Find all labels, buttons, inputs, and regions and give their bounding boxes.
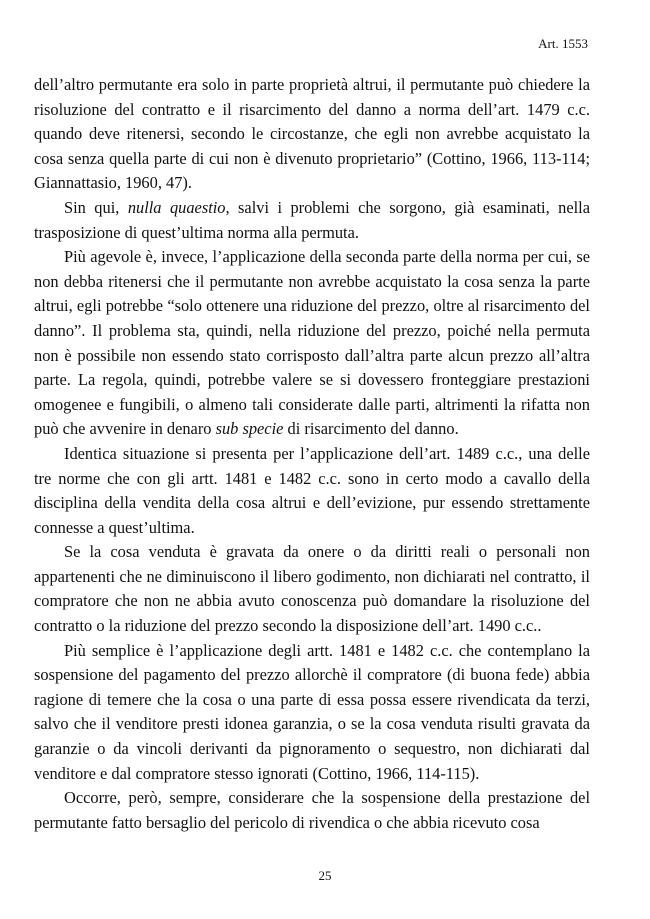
paragraph-text: dell’altro permutante era solo in parte proprietà altrui, il permutante può chiedere la risoluzione del contratto e il risarcimento del danno a norma dell’art. 1479 c.c. quando deve ritenersi, secondo le circostanze, che egli non avrebbe acquistato la cosa senza quella parte di cui non è divenuto proprietario” (Cottino, 1966, 113-114; Giannattasio, 1960, 47).	[34, 75, 590, 193]
paragraph-text: di risarcimento del danno.	[283, 419, 459, 439]
paragraph-7	[34, 786, 590, 835]
paragraph-3	[34, 245, 590, 442]
latin-phrase: sub specie	[215, 419, 284, 439]
paragraph-text: Più agevole è, invece, l’applicazione della seconda parte della norma per cui, se non debba ritenersi che il permutante non avrebbe acquistato la cosa senza la parte altrui, egli potrebbe “solo ottenere una riduzione del prezzo, oltre al risarcimento del danno”. Il problema sta, quindi, nella riduzione del prezzo, poiché nella permuta non è possibile non essendo stato corrisposto dall’altra parte alcun prezzo all’altra parte. La regola, quindi, potrebbe valere se si dovessero fronteggiare prestazioni omogenee e fungibili, o almeno tali considerate dalle parti, altrimenti la rifatta non può che avvenire in denaro	[34, 247, 590, 439]
latin-phrase: nulla quaestio	[127, 197, 226, 217]
paragraph-text: , salvi i problemi che sorgono, già esaminati, nella trasposizione di quest’ultima norma alla permuta.	[34, 197, 590, 242]
running-header: Art. 1553	[538, 36, 588, 51]
body-text	[34, 73, 590, 835]
paragraph-text: Se la cosa venduta è gravata da onere o da diritti reali o personali non appartenenti che ne diminuiscono il libero godimento, non dichiarati nel contratto, il compratore che non ne abbia avuto conoscenza può domandare la risoluzione del contratto o la riduzione del prezzo secondo la disposizione dell’art. 1490 c.c..	[34, 542, 590, 636]
paragraph-5	[34, 540, 590, 638]
paragraph-1	[34, 73, 590, 196]
paragraph-text: Occorre, però, sempre, considerare che la sospensione della prestazione del permutante fatto bersaglio del pericolo di rivendica o che abbia ricevuto cosa	[34, 788, 590, 832]
paragraph-2	[34, 196, 590, 245]
paragraph-text: Più semplice è l’applicazione degli artt. 1481 e 1482 c.c. che contemplano la sospensione del pagamento del prezzo allorchè il compratore (di buona fede) abbia ragione di temere che la cosa o una parte di essa possa essere rivendicata da terzi, salvo che il venditore presti idonea garanzia, o se la cosa venduta risulti gravata da garanzie o da vincoli derivanti da pignoramento o sequestro, non dichiarati dal venditore e dal compratore stesso ignorati (Cottino, 1966, 114-115).	[34, 640, 590, 783]
paragraph-text: Sin qui,	[64, 197, 128, 217]
page-number: 25	[318, 868, 332, 883]
paragraph-4	[34, 442, 590, 540]
paragraph-text: Identica situazione si presenta per l’applicazione dell’art. 1489 c.c., una delle tre norme che con gli artt. 1481 e 1482 c.c. sono in certo modo a cavallo della disciplina della vendita della cosa altrui e dell’evizione, pur essendo strettamente connesse a quest’ultima.	[34, 443, 590, 537]
paragraph-6	[34, 639, 590, 787]
